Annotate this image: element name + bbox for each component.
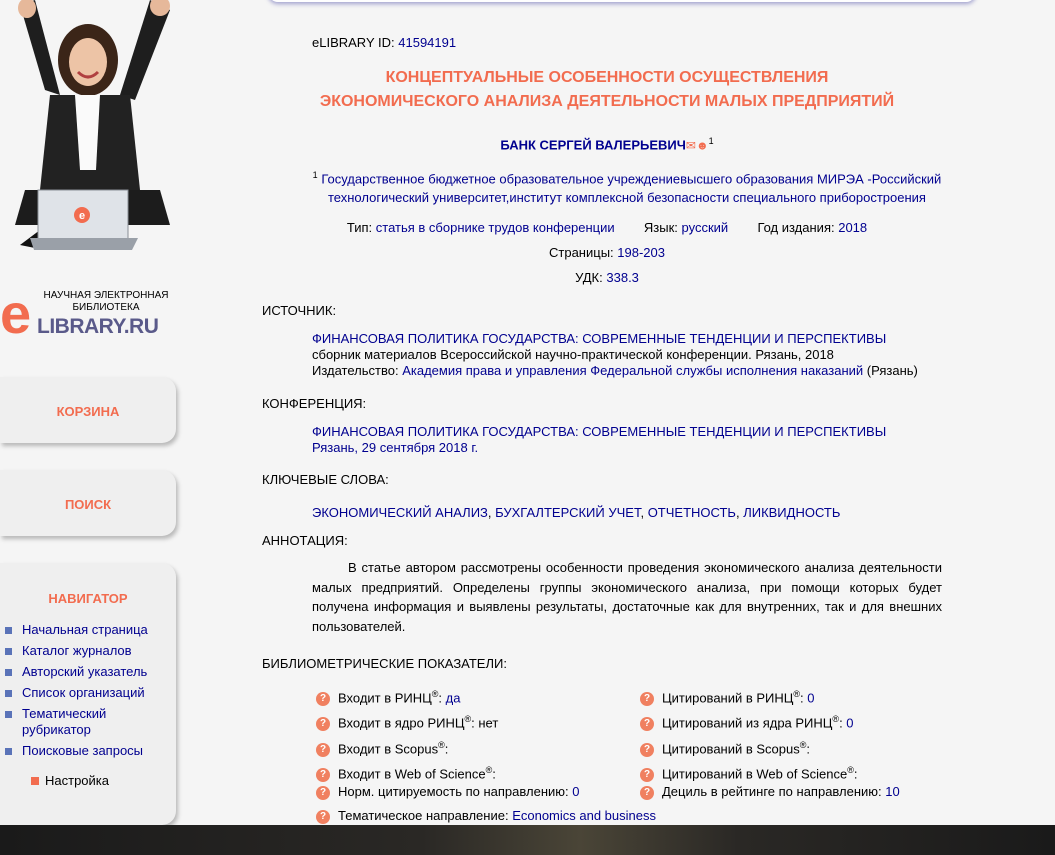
keyword-sep: , bbox=[640, 505, 648, 520]
help-icon[interactable]: ? bbox=[316, 692, 330, 706]
nav-item-label[interactable]: Список организаций bbox=[22, 685, 145, 700]
lang-value: русский bbox=[681, 220, 729, 235]
affiliation-text: Государственное бюджетное образовательное учреждениевысшего образования МИРЭА -Российский технологический университет,институт комплексной безопасности специального приборостроения bbox=[321, 171, 942, 206]
bibliometrics-heading: БИБЛИОМЕТРИЧЕСКИЕ ПОКАЗАТЕЛИ: bbox=[262, 656, 507, 671]
udk-row bbox=[262, 270, 952, 285]
type-label: Тип: bbox=[346, 220, 373, 235]
author-profile-icon[interactable]: ☻ bbox=[695, 138, 709, 153]
source-heading: ИСТОЧНИК: bbox=[262, 303, 337, 318]
bib-scopus-row: ? Входит в Scopus®: bbox=[316, 735, 448, 755]
bib-label: Дециль в рейтинге по направлению: bbox=[662, 784, 882, 799]
affiliation bbox=[302, 166, 952, 207]
publisher-city: (Рязань) bbox=[866, 363, 918, 378]
publisher-link[interactable]: Академия права и управления Федеральной службы исполнения наказаний bbox=[402, 363, 864, 378]
bib-value: нет bbox=[478, 715, 499, 731]
svg-text:e: e bbox=[78, 210, 86, 222]
abstract-section bbox=[262, 533, 952, 636]
nav-item-queries[interactable] bbox=[0, 743, 176, 759]
help-icon[interactable]: ? bbox=[316, 743, 330, 757]
bib-value[interactable]: 0 bbox=[807, 690, 815, 706]
conference-section bbox=[262, 396, 952, 456]
bib-label: Входит в Scopus bbox=[338, 741, 439, 757]
source-section bbox=[262, 303, 952, 379]
logo-tagline: НАУЧНАЯ ЭЛЕКТРОННАЯ БИБЛИОТЕКА bbox=[43, 290, 169, 313]
abstract-heading: АННОТАЦИЯ: bbox=[262, 533, 348, 548]
author-name[interactable]: БАНК СЕРГЕЙ ВАЛЕРЬЕВИЧ bbox=[500, 137, 686, 153]
nav-item-rubricator[interactable] bbox=[0, 706, 132, 738]
square-bullet-icon bbox=[5, 669, 12, 676]
bib-label: Цитирований из ядра РИНЦ bbox=[662, 715, 833, 731]
nav-item-settings[interactable] bbox=[0, 773, 176, 789]
help-icon[interactable]: ? bbox=[640, 692, 654, 706]
bib-cit-wos-row: ? Цитирований в Web of Science®: bbox=[640, 760, 857, 780]
bib-label: Тематическое направление: bbox=[338, 808, 509, 823]
keywords-section bbox=[262, 472, 952, 521]
reg-mark: ® bbox=[847, 765, 854, 775]
pages-row bbox=[262, 245, 952, 260]
bib-core-row: ? Входит в ядро РИНЦ®: нет bbox=[316, 709, 498, 729]
top-decoration-bar bbox=[268, 0, 976, 2]
bib-label: Входит в РИНЦ bbox=[338, 690, 432, 706]
conference-place-date: Рязань, 29 сентября 2018 г. bbox=[312, 440, 479, 455]
elibrary-id-value: 41594191 bbox=[398, 35, 457, 50]
square-bullet-icon bbox=[5, 648, 12, 655]
nav-item-journals[interactable] bbox=[0, 643, 176, 659]
reg-mark: ® bbox=[464, 714, 472, 724]
help-icon[interactable]: ? bbox=[316, 786, 330, 800]
help-icon[interactable]: ? bbox=[640, 743, 654, 757]
bib-label: Цитирований в Web of Science bbox=[662, 766, 848, 782]
bib-value: да bbox=[445, 690, 461, 706]
keyword-link[interactable]: БУХГАЛТЕРСКИЙ УЧЕТ bbox=[495, 505, 641, 520]
pages-label: Страницы: bbox=[549, 245, 614, 260]
bibliometrics-section bbox=[262, 656, 952, 671]
bib-label: Входит в Web of Science bbox=[338, 766, 486, 782]
reg-mark: ® bbox=[832, 714, 840, 724]
elibrary-id-label: eLIBRARY ID: bbox=[312, 35, 395, 50]
conference-title-link[interactable]: ФИНАНСОВАЯ ПОЛИТИКА ГОСУДАРСТВА: СОВРЕМЕННЫЕ ТЕНДЕНЦИИ И ПЕРСПЕКТИВЫ bbox=[312, 424, 887, 439]
help-icon[interactable]: ? bbox=[640, 768, 654, 782]
bib-label: Цитирований в РИНЦ bbox=[662, 690, 794, 706]
navigator-title: НАВИГАТОР bbox=[48, 591, 128, 606]
abstract-text: В статье автором рассмотрены особенности проведения экономического анализа деятельности малых предприятий. Определены группы экономического анализа, при помощи которых будет получена информация и выявлены результаты, достаточные как для внутренних, так и для внешних пользователей. bbox=[312, 560, 942, 634]
keywords-heading: КЛЮЧЕВЫЕ СЛОВА: bbox=[262, 472, 389, 487]
year-value: 2018 bbox=[838, 220, 868, 235]
nav-item-label[interactable]: Авторский указатель bbox=[22, 664, 148, 679]
bib-label: Входит в ядро РИНЦ bbox=[338, 715, 465, 731]
help-icon[interactable]: ? bbox=[640, 717, 654, 731]
help-icon[interactable]: ? bbox=[316, 810, 330, 824]
navigator-panel bbox=[0, 563, 176, 825]
reg-mark: ® bbox=[485, 765, 493, 775]
square-bullet-icon bbox=[5, 711, 12, 718]
bib-value: 0 bbox=[572, 784, 580, 799]
bib-value: 10 bbox=[885, 784, 900, 799]
article-title bbox=[262, 66, 952, 114]
nav-item-label[interactable]: Начальная страница bbox=[22, 622, 148, 637]
bib-label: Цитирований в Scopus bbox=[662, 741, 800, 757]
nav-item-label[interactable]: Каталог журналов bbox=[22, 643, 132, 658]
keyword-link[interactable]: ОТЧЕТНОСТЬ bbox=[647, 505, 736, 520]
type-value: статья в сборнике трудов конференции bbox=[375, 220, 615, 235]
help-icon[interactable]: ? bbox=[640, 786, 654, 800]
footer-bar bbox=[0, 825, 1055, 855]
type-lang-year-row bbox=[262, 220, 952, 235]
conference-heading: КОНФЕРЕНЦИЯ: bbox=[262, 396, 367, 411]
logo-e-letter: e bbox=[0, 282, 32, 345]
keyword-sep: , bbox=[735, 505, 744, 520]
square-bullet-icon bbox=[5, 690, 12, 697]
nav-item-label[interactable]: Поисковые запросы bbox=[22, 743, 144, 758]
mail-icon[interactable]: ✉ bbox=[685, 138, 696, 153]
nav-item-authors[interactable] bbox=[0, 664, 176, 680]
source-description: сборник материалов Всероссийской научно-практической конференции. Рязань, 2018 bbox=[312, 347, 834, 362]
cart-button[interactable] bbox=[0, 377, 176, 443]
nav-item-label[interactable]: Тематический рубрикатор bbox=[22, 706, 107, 737]
affiliation-sup: 1 bbox=[312, 170, 318, 180]
hero-woman-laptop-image bbox=[0, 0, 190, 260]
reg-mark: ® bbox=[438, 740, 445, 750]
article-title-line1: КОНЦЕПТУАЛЬНЫЕ ОСОБЕННОСТИ ОСУЩЕСТВЛЕНИЯ bbox=[385, 69, 829, 86]
reg-mark: ® bbox=[431, 689, 439, 699]
publisher-label: Издательство: bbox=[312, 363, 399, 378]
search-button[interactable] bbox=[0, 470, 176, 536]
publisher-row bbox=[312, 363, 952, 379]
bib-cit-core-row: ? Цитирований из ядра РИНЦ®: 0 bbox=[640, 709, 854, 729]
elibrary-logo[interactable] bbox=[0, 282, 190, 345]
lang-label: Язык: bbox=[643, 220, 678, 235]
keyword-link[interactable]: ЭКОНОМИЧЕСКИЙ АНАЛИЗ bbox=[312, 505, 488, 520]
square-bullet-icon bbox=[5, 627, 12, 634]
udk-value: 338.3 bbox=[606, 270, 639, 285]
author-affiliation-sup: 1 bbox=[708, 136, 714, 146]
keyword-sep: , bbox=[487, 505, 496, 520]
article-title-line2: ЭКОНОМИЧЕСКОГО АНАЛИЗА ДЕЯТЕЛЬНОСТИ МАЛЫХ ПРЕДПРИЯТИЙ bbox=[319, 93, 895, 110]
bib-value[interactable]: 0 bbox=[846, 715, 854, 731]
nav-item-label[interactable]: Настройка bbox=[45, 773, 109, 788]
bib-cit-scopus-row: ? Цитирований в Scopus®: bbox=[640, 735, 810, 755]
year-label: Год издания: bbox=[757, 220, 835, 235]
bib-wos-row: ? Входит в Web of Science®: bbox=[316, 760, 496, 780]
keyword-link[interactable]: ЛИКВИДНОСТЬ bbox=[743, 505, 841, 520]
logo-wordmark: LIBRARY.RU bbox=[37, 315, 159, 338]
nav-item-organizations[interactable] bbox=[0, 685, 176, 701]
nav-item-home[interactable] bbox=[0, 622, 176, 638]
author-row bbox=[262, 136, 952, 152]
source-title-link[interactable]: ФИНАНСОВАЯ ПОЛИТИКА ГОСУДАРСТВА: СОВРЕМЕННЫЕ ТЕНДЕНЦИИ И ПЕРСПЕКТИВЫ bbox=[312, 331, 887, 346]
square-bullet-icon bbox=[5, 748, 12, 755]
bib-topic-row bbox=[316, 806, 656, 826]
square-bullet-icon bbox=[31, 777, 39, 785]
help-icon[interactable]: ? bbox=[316, 768, 330, 782]
reg-mark: ® bbox=[799, 740, 807, 750]
elibrary-id-row bbox=[312, 35, 456, 50]
pages-value: 198-203 bbox=[617, 245, 665, 260]
bib-norm-row bbox=[316, 782, 579, 802]
cart-label: КОРЗИНА bbox=[56, 404, 120, 419]
reg-mark: ® bbox=[793, 689, 801, 699]
bib-label: Норм. цитируемость по направлению: bbox=[338, 784, 569, 799]
bib-rinc-row: ? Входит в РИНЦ®: да bbox=[316, 684, 460, 704]
bib-decile-row bbox=[640, 782, 900, 802]
help-icon[interactable]: ? bbox=[316, 717, 330, 731]
left-sidebar bbox=[0, 0, 190, 825]
bib-cit-rinc-row: ? Цитирований в РИНЦ®: 0 bbox=[640, 684, 815, 704]
bib-value[interactable]: Economics and business bbox=[512, 808, 656, 823]
udk-label: УДК: bbox=[575, 270, 603, 285]
search-label: ПОИСК bbox=[64, 497, 112, 512]
